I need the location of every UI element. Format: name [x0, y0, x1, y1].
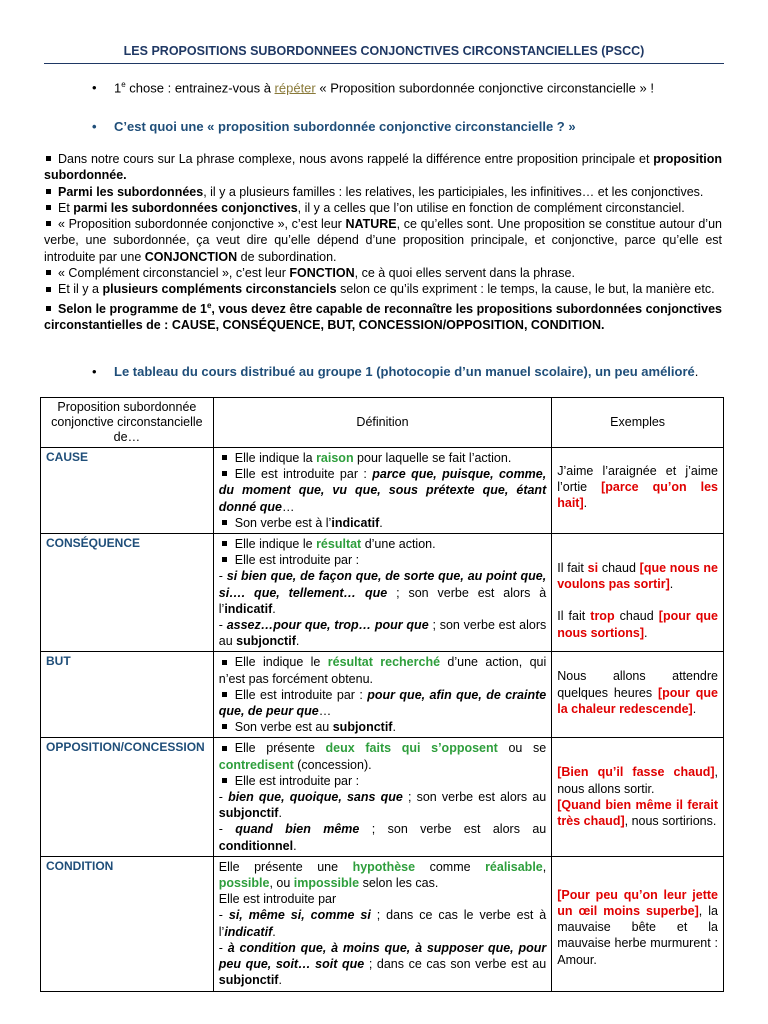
- document-page: LES PROPOSITIONS SUBORDONNEES CONJONCTIVES CIRCONSTANCIELLES (PSCC) • 1e chose : entrainez-vous à répéter « Proposition subordonnée conjonctive circonstancielle » ! • C’est quoi une « proposition subordonnée conjonctive circonstancielle ? » Dans notre cours sur La phrase complexe, nous avons rappelé la différence entre proposition principale et proposition subordonnée. Parmi les subordonnées, il y a plusieurs familles : les relatives, les participiales, les infinitives… et les conjonctives. Et parmi les subordonnées conjonctives, il y a celles que l’on utilise en fonction de complément circonstanciel. « Proposition subordonnée conjonctive », c’est leur NATURE, ce qu’elles sont. Une proposition se constitue autour d’un verbe, une subordonnée, ça veut dire qu’elle dépend d’une proposition principale, et conjonctive, parce qu’elle est introduite par une CONJONCTION de subordination. « Complément circonstanciel », c’est leur FONCTION, ce à quoi elles servent dans la phrase. Et il y a plusieurs compléments circonstanciels selon ce qu’ils expriment : le temps, la cause, le but, la manière etc. Selon le programme de 1e, vous devez être capable de reconnaître les propositions subordonnées conjonctives circonstantielles de : CAUSE, CONSÉQUENCE, BUT, CONCESSION/OPPOSITION, CONDITION. • Le tableau du cours distribué au groupe 1 (photocopie d’un manuel scolaire), un peu amélioré. Proposition subordonnée conjonctive circonstancielle de… Définition Exemples CAUSE Elle indique la raison pour laquelle se fait l’action. Elle est introduite par : parce que, puisque, comme, du moment que, vu que, sous prétexte que, étant donné que… Son verbe est à l’indicatif. J’aime l’araignée et j’aime l’ortie [parce qu’on les hait]. CONSÉQUENCE Elle indique le résultat d’une action. Elle est introduite par : - si bien que, de façon que, de sorte que, au point que, si…. que, tellement… que ; son verbe est alors à l’indicatif. - assez…pour que, trop… pour que ; son verbe est alors au subjonctif. Il fait si chaud [que nous ne voulons pas sortir]. Il fait trop chaud [pour que nous sortions]. BUT Elle indique le résultat recherché d’une action, qui n’est pas forcément obtenu. Elle est introduite par : pour que, afin que, de crainte que, de peur que… Son verbe est au subjonctif. Nous allons attendre quelques heures [pour que la chaleur redescende]. OPPOSITION/CONCESSION Elle présente deux faits qui s’opposent ou se contredisent (concession). Elle est introduite par : - bien que, quoique, sans que ; son verbe est alors au subjonctif. - quand bien même ; son verbe est alors au conditionnel. [Bien qu’il fasse chaud], nous allons sortir. [Quand bien même il ferait très chaud], nous sortirions. CONDITION Elle présente une hypothèse comme réalisable, possible, ou impossible selon les cas. Elle est introduite par - si, même si, comme si ; dans ce cas le verbe est à l’indicatif. - à condition que, à moins que, à supposer que, pour peu que, soit… soit que ; dans ce cas son verbe est au subjonctif. [Pour peu qu’on leur jette un œil moins superbe], la mauvaise bête et la mauvaise herbe murmurent : Amour.: [0, 0, 768, 1024]
- row-label: BUT: [41, 652, 214, 738]
- table-row: [41, 738, 724, 856]
- example-cell: [Pour peu qu’on leur jette un œil moins superbe], la mauvaise bête et la mauvaise herbe murmurent : Amour.: [552, 856, 724, 991]
- square-bullet-icon: [222, 746, 227, 751]
- square-bullet-icon: [222, 541, 227, 546]
- explanation-paragraphs: [44, 151, 722, 333]
- square-bullet-icon: [46, 306, 51, 311]
- row-label: OPPOSITION/CONCESSION: [41, 738, 214, 856]
- square-bullet-icon: [222, 724, 227, 729]
- bullet-dot-icon: •: [92, 364, 97, 379]
- bullet-dot-icon: •: [92, 119, 97, 134]
- row-label: CONSÉQUENCE: [41, 534, 214, 652]
- example-cell: [Bien qu’il fasse chaud], nous allons sortir. [Quand bien même il ferait très chaud], nous sortirions.: [552, 738, 724, 856]
- paragraph: Parmi les subordonnées, il y a plusieurs familles : les relatives, les participiales, les infinitives… et les conjonctives.: [44, 184, 722, 200]
- row-label: CAUSE: [41, 448, 214, 534]
- title-underline: [44, 63, 724, 64]
- column-header: Définition: [213, 398, 551, 448]
- bullet-dot-icon: •: [92, 80, 97, 95]
- example-cell: Nous allons attendre quelques heures [pour que la chaleur redescende].: [552, 652, 724, 738]
- table-row: [41, 448, 724, 534]
- square-bullet-icon: [222, 520, 227, 525]
- square-bullet-icon: [46, 287, 51, 292]
- row-label: CONDITION: [41, 856, 214, 991]
- square-bullet-icon: [222, 557, 227, 562]
- paragraph: Dans notre cours sur La phrase complexe, nous avons rappelé la différence entre proposition principale et proposition subordonnée.: [44, 152, 722, 183]
- table-header-row: [41, 398, 724, 448]
- square-bullet-icon: [46, 205, 51, 210]
- square-bullet-icon: [46, 189, 51, 194]
- example-cell: Il fait si chaud [que nous ne voulons pas sortir]. Il fait trop chaud [pour que nous sortions].: [552, 534, 724, 652]
- column-header: Exemples: [552, 398, 724, 448]
- definition-cell: Elle présente une hypothèse comme réalisable, possible, ou impossible selon les cas. Elle est introduite par - si, même si, comme si ; dans ce cas le verbe est à l’indicatif. - à condition que, à moins que, à supposer que, pour peu que, soit… soit que ; dans ce cas son verbe est au subjonctif.: [213, 856, 551, 991]
- table-row: [41, 534, 724, 652]
- repeat-link[interactable]: répéter: [274, 80, 316, 96]
- paragraph: Et il y a plusieurs compléments circonstanciels selon ce qu’ils expriment : le temps, la cause, le but, la manière etc.: [44, 281, 722, 297]
- square-bullet-icon: [222, 455, 227, 460]
- square-bullet-icon: [46, 270, 51, 275]
- paragraph: Selon le programme de 1e, vous devez être capable de reconnaître les propositions subordonnées conjonctives circonstantielles de : CAUSE, CONSÉQUENCE, BUT, CONCESSION/OPPOSITION, CONDITION.: [44, 300, 722, 333]
- square-bullet-icon: [222, 778, 227, 783]
- definition-cell: Elle indique le résultat recherché d’une action, qui n’est pas forcément obtenu. Elle est introduite par : pour que, afin que, de crainte que, de peur que… Son verbe est au subjonctif.: [213, 652, 551, 738]
- square-bullet-icon: [46, 156, 51, 161]
- page-title: LES PROPOSITIONS SUBORDONNEES CONJONCTIVES CIRCONSTANCIELLES (PSCC): [123, 44, 645, 58]
- definition-cell: Elle indique le résultat d’une action. Elle est introduite par : - si bien que, de façon que, de sorte que, au point que, si…. que, tellement… que ; son verbe est alors à l’indicatif. - assez…pour que, trop… pour que ; son verbe est alors au subjonctif.: [213, 534, 551, 652]
- square-bullet-icon: [222, 660, 227, 665]
- definition-cell: Elle indique la raison pour laquelle se fait l’action. Elle est introduite par : parce que, puisque, comme, du moment que, vu que, sous prétexte que, étant donné que… Son verbe est à l’indicatif.: [213, 448, 551, 534]
- table-row: [41, 652, 724, 738]
- example-cell: J’aime l’araignée et j’aime l’ortie [parce qu’on les hait].: [552, 448, 724, 534]
- column-header: Proposition subordonnée conjonctive circonstancielle de…: [41, 398, 214, 448]
- definition-cell: Elle présente deux faits qui s’opposent ou se contredisent (concession). Elle est introduite par : - bien que, quoique, sans que ; son verbe est alors au subjonctif. - quand bien même ; son verbe est alors au conditionnel.: [213, 738, 551, 856]
- table-row: [41, 856, 724, 991]
- square-bullet-icon: [222, 471, 227, 476]
- square-bullet-icon: [222, 692, 227, 697]
- paragraph: « Complément circonstanciel », c’est leur FONCTION, ce à quoi elles servent dans la phrase.: [44, 265, 722, 281]
- square-bullet-icon: [46, 221, 51, 226]
- pscc-table: [40, 397, 724, 992]
- paragraph: Et parmi les subordonnées conjonctives, il y a celles que l’on utilise en fonction de complément circonstanciel.: [44, 200, 722, 216]
- paragraph: « Proposition subordonnée conjonctive », c’est leur NATURE, ce qu’elles sont. Une proposition se constitue autour d’un verbe, une subordonnée, ça veut dire qu’elle dépend d’une proposition principale, et conjonctive, parce qu’elle est introduite par une CONJONCTION de subordination.: [44, 217, 722, 264]
